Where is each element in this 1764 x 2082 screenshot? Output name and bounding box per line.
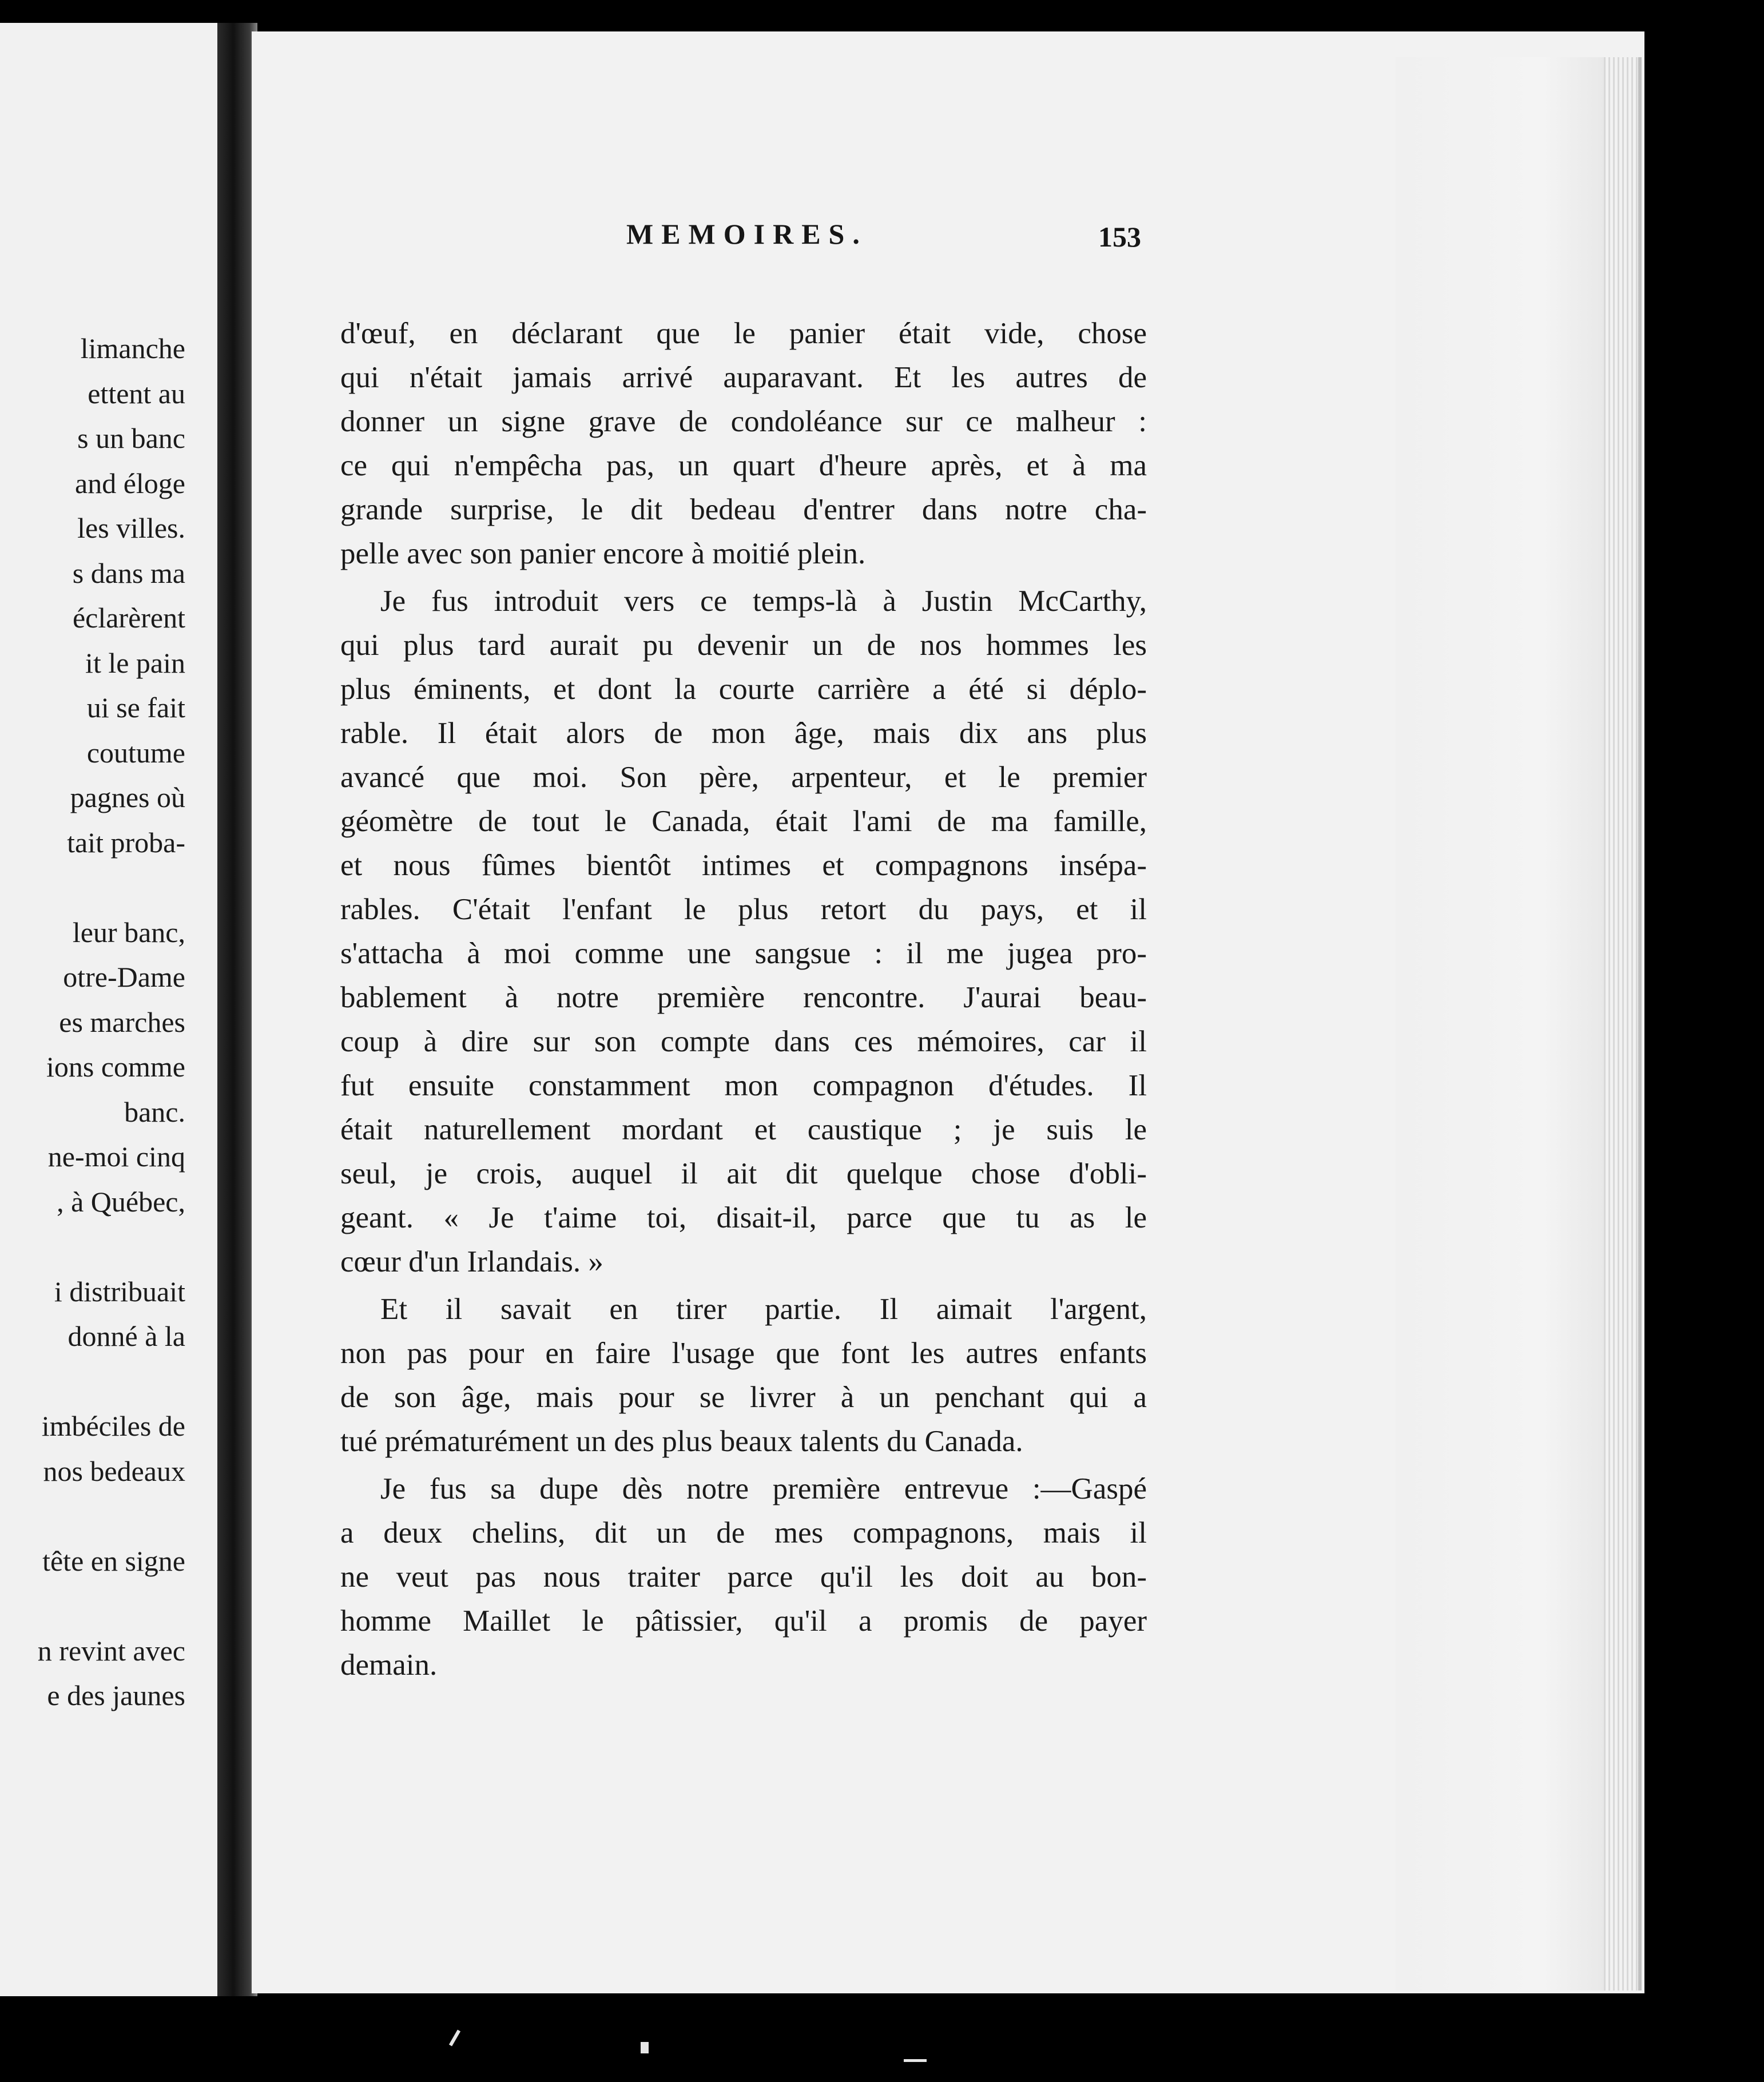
text-line: seul, je crois, auquel il ait dit quelque chose d'obli- bbox=[340, 1157, 1147, 1190]
text-line: demain. bbox=[340, 1648, 438, 1682]
text-line: qui n'était jamais arrivé auparavant. Et les autres de bbox=[340, 361, 1147, 394]
paragraph bbox=[340, 579, 1147, 1284]
previous-page-line: ions comme bbox=[46, 1051, 185, 1083]
text-line: bablement à notre première rencontre. J'aurai beau- bbox=[340, 981, 1147, 1014]
previous-page-line: i distribuait bbox=[54, 1275, 185, 1308]
previous-page-line: tait proba- bbox=[67, 826, 185, 859]
previous-page-line: s dans ma bbox=[72, 557, 185, 589]
previous-page-line: banc. bbox=[124, 1095, 185, 1128]
page-number: 153 bbox=[1098, 221, 1141, 253]
scan-debris-mark bbox=[449, 2030, 460, 2047]
previous-page-line: les villes. bbox=[77, 512, 185, 544]
paragraph bbox=[340, 1288, 1147, 1464]
previous-page-line: otre-Dame bbox=[63, 961, 185, 993]
text-line: et nous fûmes bientôt intimes et compagnons insépa- bbox=[340, 849, 1147, 882]
previous-page-line: tête en signe bbox=[42, 1544, 185, 1577]
previous-page-line: and éloge bbox=[75, 467, 185, 499]
text-line: non pas pour en faire l'usage que font les autres enfants bbox=[340, 1337, 1147, 1370]
text-line: rables. C'était l'enfant le plus retort du pays, et il bbox=[340, 893, 1147, 926]
previous-page-line: it le pain bbox=[85, 646, 185, 679]
paragraph-gap bbox=[340, 1687, 1147, 1691]
running-head: MEMOIRES. bbox=[626, 218, 868, 250]
previous-page-line: limanche bbox=[80, 332, 185, 364]
previous-page-line: pagnes où bbox=[70, 781, 185, 813]
text-line: pelle avec son panier encore à moitié plein. bbox=[340, 537, 866, 570]
text-line: géomètre de tout le Canada, était l'ami de ma famille, bbox=[340, 805, 1147, 838]
previous-page-line: es marches bbox=[59, 1006, 185, 1038]
text-line: ce qui n'empêcha pas, un quart d'heure après, et à ma bbox=[340, 449, 1147, 482]
text-line: a deux chelins, dit un de mes compagnons, mais il bbox=[340, 1516, 1147, 1549]
text-line: s'attacha à moi comme une sangsue : il me jugea pro- bbox=[340, 937, 1147, 970]
previous-page-line: e des jaunes bbox=[47, 1679, 185, 1711]
text-line: cœur d'un Irlandais. » bbox=[340, 1245, 603, 1278]
text-line: rable. Il était alors de mon âge, mais dix ans plus bbox=[340, 717, 1147, 750]
scan-debris-mark bbox=[641, 2042, 649, 2053]
text-line: grande surprise, le dit bedeau d'entrer dans notre cha- bbox=[340, 493, 1147, 526]
previous-page-line: donné à la bbox=[67, 1320, 185, 1352]
page-edges bbox=[1396, 57, 1642, 1990]
paragraph bbox=[340, 312, 1147, 576]
text-line: ne veut pas nous traiter parce qu'il les doit au bon- bbox=[340, 1560, 1147, 1594]
paragraph bbox=[340, 1467, 1147, 1687]
previous-page-line: s un banc bbox=[77, 422, 185, 454]
previous-page-line: nos bedeaux bbox=[43, 1455, 185, 1487]
scan-debris-mark bbox=[904, 2059, 927, 2062]
text-line: Je fus introduit vers ce temps-là à Justin McCarthy, bbox=[380, 585, 1147, 618]
text-line: donner un signe grave de condoléance sur ce malheur : bbox=[340, 405, 1147, 438]
text-line: fut ensuite constamment mon compagnon d'études. Il bbox=[340, 1069, 1147, 1102]
previous-page-line: ne-moi cinq bbox=[47, 1141, 185, 1173]
text-line: Et il savait en tirer partie. Il aimait l'argent, bbox=[380, 1293, 1147, 1326]
text-line: de son âge, mais pour se livrer à un penchant qui a bbox=[340, 1381, 1147, 1414]
text-line: tué prématurément un des plus beaux talents du Canada. bbox=[340, 1425, 1023, 1458]
text-line: Je fus sa dupe dès notre première entrevue :—Gaspé bbox=[380, 1472, 1147, 1505]
previous-page-line: leur banc, bbox=[72, 916, 185, 948]
text-line: plus éminents, et dont la courte carrière a été si déplo- bbox=[340, 673, 1147, 706]
previous-page-line: ui se fait bbox=[86, 692, 185, 724]
text-line: coup à dire sur son compte dans ces mémoires, car il bbox=[340, 1025, 1147, 1058]
text-line: avancé que moi. Son père, arpenteur, et le premier bbox=[340, 761, 1147, 794]
text-line: geant. « Je t'aime toi, disait-il, parce que tu as le bbox=[340, 1201, 1147, 1234]
text-line: homme Maillet le pâtissier, qu'il a promis de payer bbox=[340, 1604, 1147, 1638]
previous-page-line: coutume bbox=[86, 736, 185, 769]
previous-page-fragment bbox=[0, 23, 219, 1996]
page-body-text bbox=[340, 312, 1147, 1691]
previous-page-line: , à Québec, bbox=[57, 1185, 185, 1218]
previous-page-line: ettent au bbox=[88, 377, 185, 410]
previous-page-line: imbéciles de bbox=[41, 1410, 185, 1442]
text-line: d'œuf, en déclarant que le panier était vide, chose bbox=[340, 317, 1147, 350]
previous-page-line: n revint avec bbox=[37, 1634, 185, 1667]
text-line: qui plus tard aurait pu devenir un de nos hommes les bbox=[340, 629, 1147, 662]
previous-page-line: éclarèrent bbox=[72, 602, 185, 634]
text-line: était naturellement mordant et caustique ; je suis le bbox=[340, 1113, 1147, 1146]
page-edge-stack bbox=[1604, 57, 1638, 1990]
